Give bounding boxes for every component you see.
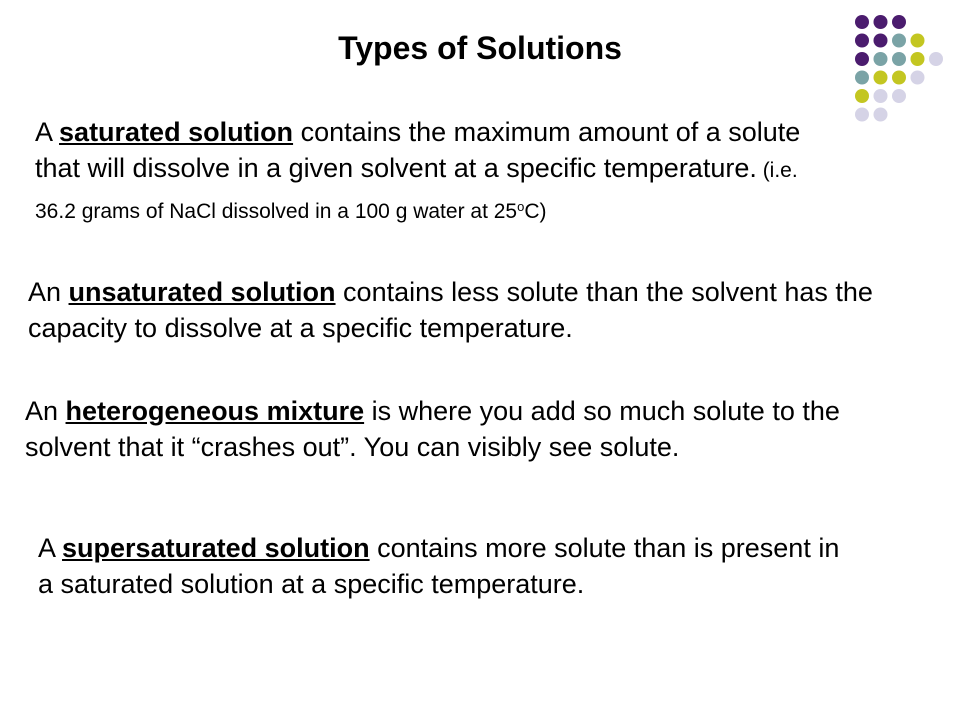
saturated-lead: A [35,117,60,147]
unsaturated-paragraph [28,274,928,346]
decorative-dot [874,71,888,85]
saturated-example: (i.e. 36.2 grams of NaCl dissolved in a 100 g water at 25$^o$C) [35,159,798,223]
heterogeneous-body: is where you add so much solute to the solvent that it “crashes out”. You can visibly see solute. [25,396,840,462]
decorative-dot [911,71,925,85]
heterogeneous-lead: An [25,396,66,426]
heterogeneous-term: heterogeneous mixture [65,396,365,426]
saturated-paragraph [35,114,835,230]
unsaturated-body: contains less solute than the solvent has the capacity to dissolve at a specific temperature. [28,277,873,343]
decorative-dot [874,89,888,103]
slide-title: Types of Solutions [338,30,622,66]
decorative-dot [892,89,906,103]
decorative-dot [892,15,906,29]
unsaturated-lead: An [28,277,69,307]
heterogeneous-paragraph [25,393,915,465]
decorative-dot [855,108,869,122]
decorative-dot [874,15,888,29]
supersaturated-lead: A [38,533,63,563]
supersaturated-paragraph [38,530,858,602]
saturated-body: contains the maximum amount of a solute that will dissolve in a given solvent at a specific temperature. [35,117,801,183]
saturated-term: saturated solution [59,117,294,147]
decorative-dot [855,89,869,103]
supersaturated-term: supersaturated solution [62,533,370,563]
decorative-dot [855,15,869,29]
supersaturated-body: contains more solute than is present in a saturated solution at a specific temperature. [38,533,840,599]
decorative-dot [874,108,888,122]
decorative-dot [855,71,869,85]
decorative-dot [892,71,906,85]
unsaturated-term: unsaturated solution [68,277,336,307]
